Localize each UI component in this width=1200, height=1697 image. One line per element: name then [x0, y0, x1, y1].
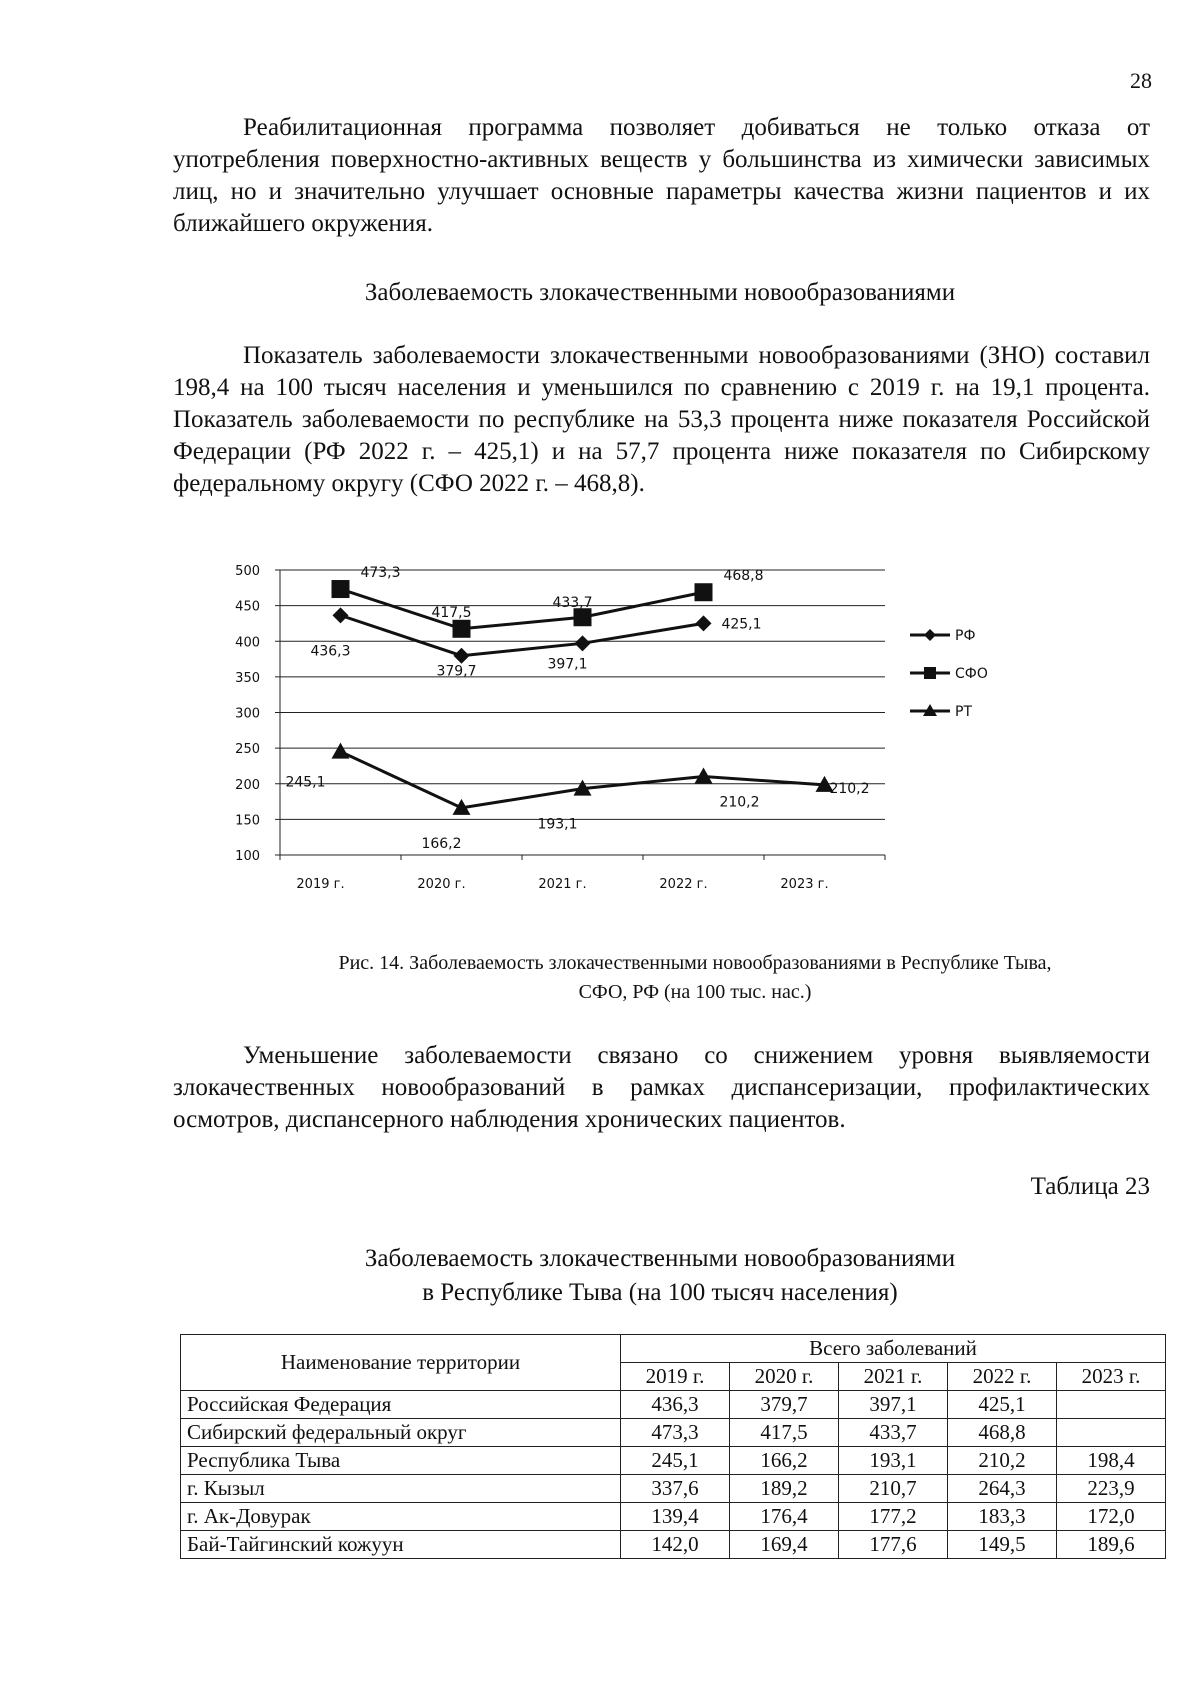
chart-axes — [235, 564, 885, 892]
table-cell: 142,0 — [621, 1531, 730, 1559]
series-РТ — [285, 743, 869, 852]
data-label: 193,1 — [537, 816, 578, 833]
territory-name: г. Ак-Довурак — [181, 1503, 621, 1531]
incidence-table — [180, 1334, 1166, 1559]
table-row — [181, 1475, 1166, 1503]
diamond-marker — [454, 648, 470, 664]
data-label: 433,7 — [552, 595, 593, 612]
table-row — [181, 1447, 1166, 1475]
table-cell: 149,5 — [948, 1531, 1057, 1559]
table-cell: 189,2 — [730, 1475, 839, 1503]
series-СФО — [332, 565, 764, 638]
data-label: 379,7 — [436, 663, 477, 680]
data-label: 417,5 — [431, 604, 472, 621]
y-tick-label: 150 — [235, 813, 260, 829]
series-РФ — [310, 604, 762, 680]
table-cell: 468,8 — [948, 1419, 1057, 1447]
table-label: Таблица 23 — [1030, 1173, 1150, 1200]
diamond-marker — [924, 629, 936, 641]
legend-item-СФО — [910, 666, 988, 682]
table-cell: 210,7 — [839, 1475, 948, 1503]
series-line — [341, 615, 704, 655]
table-cell: 139,4 — [621, 1503, 730, 1531]
table-cell — [1057, 1391, 1166, 1419]
diamond-marker — [575, 635, 591, 651]
square-marker — [924, 667, 936, 679]
table-cell: 172,0 — [1057, 1503, 1166, 1531]
table-cell: 193,1 — [839, 1447, 948, 1475]
data-label: 425,1 — [721, 616, 762, 633]
table-cell: 198,4 — [1057, 1447, 1166, 1475]
y-tick-label: 400 — [235, 635, 260, 651]
table-cell: 473,3 — [621, 1419, 730, 1447]
data-label: 210,2 — [719, 794, 760, 811]
figure-caption-line-2: СФО, РФ (на 100 тыс. нас.) — [578, 981, 812, 1003]
table-header-row — [181, 1335, 1166, 1363]
header-year: 2021 г. — [839, 1363, 948, 1391]
y-tick-label: 250 — [235, 742, 260, 758]
table-cell: 433,7 — [839, 1419, 948, 1447]
y-tick-label: 500 — [235, 564, 260, 579]
data-label: 397,1 — [547, 656, 588, 673]
diamond-marker — [333, 607, 349, 623]
legend-label: СФО — [955, 666, 988, 682]
series-line — [341, 589, 704, 629]
table-cell: 337,6 — [621, 1475, 730, 1503]
data-label: 166,2 — [421, 835, 462, 852]
figure-caption-line-1: Рис. 14. Заболеваемость злокачественными новообразованиями в Республике Тыва, — [338, 952, 1052, 974]
x-tick-label: 2023 г. — [780, 877, 829, 892]
header-total-cases: Всего заболеваний — [621, 1335, 1166, 1363]
table-title — [160, 1242, 1160, 1310]
reduction-paragraph: Уменьшение заболеваемости связано со снижением уровня выявляемости злокачественных новообразований в рамках диспансеризации, профилактических осмотров, диспансерного наблюдения хронических пациентов. — [173, 1042, 1150, 1133]
data-label: 468,8 — [723, 568, 764, 585]
y-tick-label: 350 — [235, 670, 260, 686]
territory-name: г. Кызыл — [181, 1475, 621, 1503]
header-territory: Наименование территории — [181, 1335, 621, 1391]
table-cell: 210,2 — [948, 1447, 1057, 1475]
table-cell: 397,1 — [839, 1391, 948, 1419]
square-marker — [453, 620, 471, 638]
legend-item-РФ — [910, 628, 976, 644]
header-year: 2019 г. — [621, 1363, 730, 1391]
square-marker — [332, 580, 350, 598]
x-tick-label: 2020 г. — [417, 877, 466, 892]
table-cell: 425,1 — [948, 1391, 1057, 1419]
legend-label: РФ — [955, 628, 976, 644]
legend-item-РТ — [910, 704, 972, 720]
table-cell — [1057, 1419, 1166, 1447]
y-tick-label: 100 — [235, 849, 260, 864]
data-label: 473,3 — [360, 565, 401, 582]
incidence-line-chart — [220, 545, 1000, 915]
x-tick-label: 2022 г. — [659, 877, 708, 892]
territory-name: Республика Тыва — [181, 1447, 621, 1475]
table-title-line-2: в Республике Тыва (на 100 тысяч населения) — [422, 1279, 898, 1306]
table-cell: 176,4 — [730, 1503, 839, 1531]
table-row — [181, 1503, 1166, 1531]
table-cell: 379,7 — [730, 1391, 839, 1419]
y-tick-label: 450 — [235, 599, 260, 615]
header-year: 2020 г. — [730, 1363, 839, 1391]
table-cell: 177,6 — [839, 1531, 948, 1559]
territory-name: Бай-Тайгинский кожуун — [181, 1531, 621, 1559]
intro-paragraph: Реабилитационная программа позволяет добиваться не только отказа от употребления поверхностно-активных веществ у большинства из химически зависимых лиц, но и значительно улучшает основные параметры качества жизни пациентов и их ближайшего окружения. — [173, 114, 1150, 237]
territory-name: Российская Федерация — [181, 1391, 621, 1419]
data-label: 245,1 — [285, 774, 326, 791]
page-number: 28 — [1130, 68, 1152, 93]
table-cell: 189,6 — [1057, 1531, 1166, 1559]
table-row — [181, 1391, 1166, 1419]
legend-label: РТ — [955, 704, 972, 720]
table-cell: 264,3 — [948, 1475, 1057, 1503]
table-row — [181, 1531, 1166, 1559]
chart-series — [285, 565, 869, 852]
y-tick-label: 300 — [235, 706, 260, 722]
header-year: 2022 г. — [948, 1363, 1057, 1391]
table-cell: 169,4 — [730, 1531, 839, 1559]
table-cell: 417,5 — [730, 1419, 839, 1447]
table-cell: 166,2 — [730, 1447, 839, 1475]
y-tick-label: 200 — [235, 777, 260, 793]
chart-legend — [910, 628, 988, 720]
section-heading: Заболеваемость злокачественными новообразованиями — [364, 279, 956, 306]
table-row — [181, 1419, 1166, 1447]
table-title-line-1: Заболеваемость злокачественными новообразованиями — [364, 1245, 956, 1272]
table-cell: 436,3 — [621, 1391, 730, 1419]
data-label: 436,3 — [310, 643, 351, 660]
header-year: 2023 г. — [1057, 1363, 1166, 1391]
square-marker — [695, 583, 713, 601]
data-label: 210,2 — [829, 780, 870, 797]
diamond-marker — [696, 615, 712, 631]
table-cell: 183,3 — [948, 1503, 1057, 1531]
incidence-paragraph: Показатель заболеваемости злокачественными новообразованиями (ЗНО) составил 198,4 на 100 тысяч населения и уменьшился по сравнению с 2019 г. на 19,1 процента. Показатель заболеваемости по республике на 53,3 процента ниже показателя Российской Федерации (РФ 2022 г. – 425,1) и на 57,7 процента ниже показателя по Сибирскому федеральному округу (СФО 2022 г. – 468,8). — [173, 342, 1150, 497]
table-cell: 223,9 — [1057, 1475, 1166, 1503]
x-tick-label: 2019 г. — [296, 877, 345, 892]
triangle-marker — [332, 743, 350, 759]
table-cell: 177,2 — [839, 1503, 948, 1531]
territory-name: Сибирский федеральный округ — [181, 1419, 621, 1447]
figure-caption — [245, 949, 1145, 1007]
table-cell: 245,1 — [621, 1447, 730, 1475]
x-tick-label: 2021 г. — [538, 877, 587, 892]
